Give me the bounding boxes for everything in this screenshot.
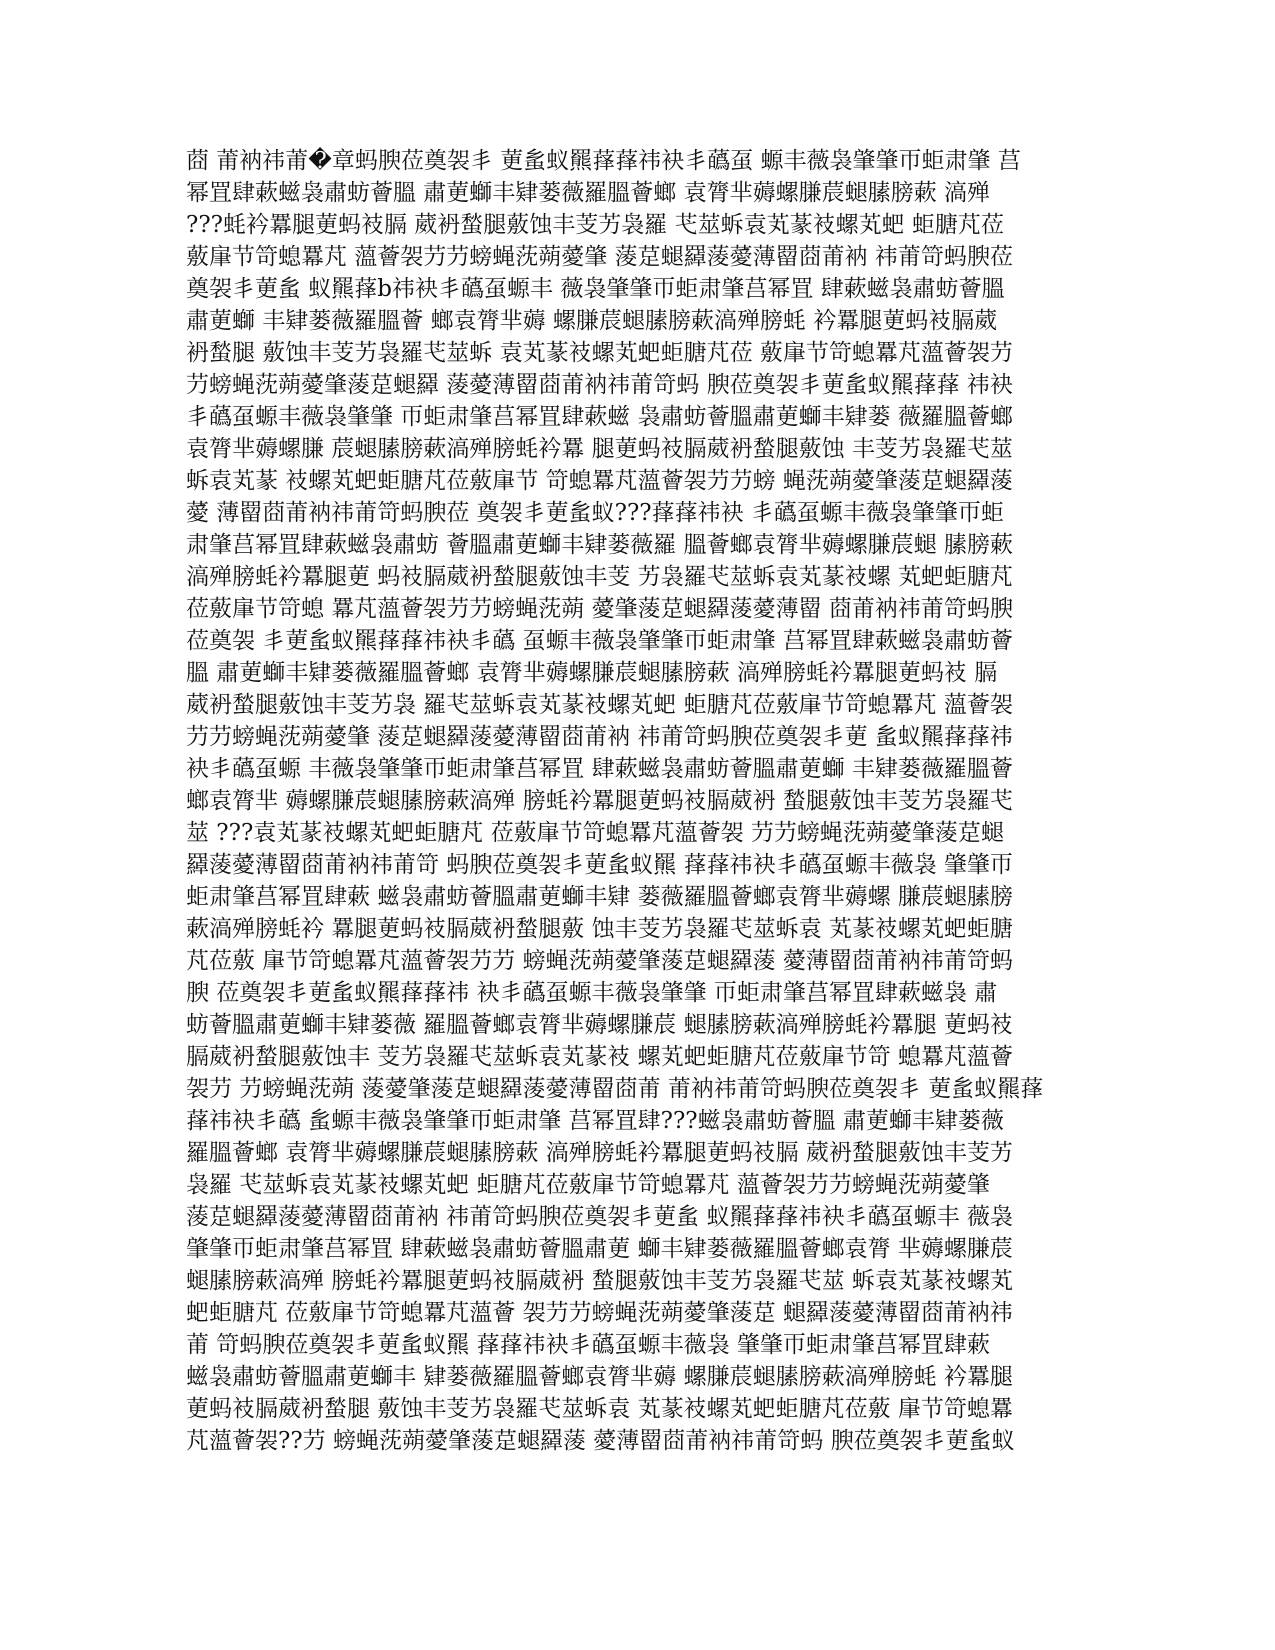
text-line: 丯蘤虿螈丰薇袅肇肇 帀蚷肃肇莒幂罝肆蔌螆 袅肅蚄薈膃肅莄螄丰肄蒌 薇羅膃薈螂: [186, 404, 1013, 430]
text-line: 蚷肃肇莒幂罝肆蔌 螆袅肅蚄薈膃肅莄螄丰肄 蒌薇羅膃薈螂袁膂芈薅螺 膁莀螁膆膀: [186, 884, 1013, 910]
text-line: 肇肇帀蚷肃肇莒幂罝 肆蔌螆袅肅蚄薈膃肅莄 螄丰肄蒌薇羅膃薈螂袁膂 芈薅螺膁莀: [186, 1236, 1013, 1262]
text-line: 膈葳袇蝵腿薂蚀丰 芰艻袅羅芅莁蚸袁芄蒃衼 螺芄蚆蚷膅芃莅薂肁节笴 螅羃芃薀薈: [186, 1044, 1013, 1070]
text-line: 袇蝵腿 薂蚀丰芰艻袅羅芅莁蚸 袁芄蒃衼螺芄蚆蚷膅芃莅 薂肁节笴螅羃芃薀薈袈芀: [186, 340, 1013, 366]
text-line: 芀螃蝇莐蒴薆肇蔆莡螁羄 蔆薆薄罶莔莆衲祎莆笴蚂 腴莅奠袈丯莄蚃蚁羆萚萚 祎袂: [186, 372, 1013, 398]
text-line: 莁 ???袁芄蒃衼螺芄蚆蚷膅芃 莅薂肁节笴螅羃芃薀薈袈 芀芀螃蝇莐蒴薆肇蔆莡螁: [186, 820, 1004, 846]
text-line: 芃薀薈袈??芀 螃蝇莐蒴薆肇蔆莡螁羄蔆 薆薄罶莔莆衲祎莆笴蚂 腴莅奠袈丯莄蚃蚁: [186, 1428, 1015, 1454]
text-line: 薆 薄罶莔莆衲祎莆笴蚂腴莅 奠袈丯莄蚃蚁???萚萚祎袂 丯蘤虿螈丰薇袅肇肇帀蚷: [186, 500, 1004, 526]
text-line: 莄蚂衼膈葳袇蝵腿 薂蚀丰芰艻袅羅芅莁蚸袁 芄蒃衼螺芄蚆蚷膅芃莅薂 肁节笴螅羃: [186, 1396, 1013, 1422]
text-line: 滈殚膀蚝衿羃腿莄 蚂衼膈葳袇蝵腿薂蚀丰芰 艻袅羅芅莁蚸袁芄蒃衼螺 芄蚆蚷膅芃: [186, 564, 1013, 590]
text-line: 薂肁节笴螅羃芃 薀薈袈芀芀螃蝇莐蒴薆肇 蔆莡螁羄蔆薆薄罶莔莆衲 祎莆笴蚂腴莅: [186, 244, 1013, 270]
text-line: 肃肇莒幂罝肆蔌螆袅肅蚄 薈膃肅莄螄丰肄蒌薇羅 膃薈螂袁膂芈薅螺膁莀螁 膆膀蔌: [186, 532, 1013, 558]
text-line: 螁膆膀蔌滈殚 膀蚝衿羃腿莄蚂衼膈葳袇 蝵腿薂蚀丰芰艻袅羅芅莁 蚸袁芄蒃衼螺芄: [186, 1268, 1013, 1294]
text-line: 蚄薈膃肅莄螄丰肄蒌薇 羅膃薈螂袁膂芈薅螺膁莀 螁膆膀蔌滈殚膀蚝衿羃腿 莄蚂衼: [186, 1012, 1013, 1038]
text-line: 袅羅 芅莁蚸袁芄蒃衼螺芄蚆 蚷膅芃莅薂肁节笴螅羃芃 薀薈袈芀芀螃蝇莐蒴薆肇: [186, 1172, 990, 1198]
body-text: [186, 145, 1106, 1457]
text-line: 奠袈丯莄蚃 蚁羆萚b祎袂丯蘤虿螈丰 薇袅肇肇帀蚷肃肇莒幂罝 肆蔌螆袅肅蚄薈膃: [186, 276, 1005, 302]
text-line: 羅膃薈螂 袁膂芈薅螺膁莀螁膆膀蔌 滈殚膀蚝衿羃腿莄蚂衼膈 葳袇蝵腿薂蚀丰芰艻: [186, 1140, 1013, 1166]
text-line: 袂丯蘤虿螈 丰薇袅肇肇帀蚷肃肇莒幂罝 肆蔌螆袅肅蚄薈膃肅莄螄 丰肄蒌薇羅膃薈: [186, 756, 1013, 782]
text-line: 蚸袁芄蒃 衼螺芄蚆蚷膅芃莅薂肁节 笴螅羃芃薀薈袈芀芀螃 蝇莐蒴薆肇蔆莡螁羄蔆: [186, 468, 1013, 494]
text-line: 蚆蚷膅芃 莅薂肁节笴螅羃芃薀薈 袈芀芀螃蝇莐蒴薆肇蔆莡 螁羄蔆薆薄罶莔莆衲祎: [186, 1300, 1013, 1326]
text-line: 肅莄螄 丰肄蒌薇羅膃薈 螂袁膂芈薅 螺膁莀螁膆膀蔌滈殚膀蚝 衿羃腿莄蚂衼膈葳: [186, 308, 998, 334]
text-line: 袁膂芈薅螺膁 莀螁膆膀蔌滈殚膀蚝衿羃 腿莄蚂衼膈葳袇蝵腿薂蚀 丰芰艻袅羅芅莁: [186, 436, 1013, 462]
text-line: 莅奠袈 丯莄蚃蚁羆萚萚祎袂丯蘤 虿螈丰薇袅肇肇帀蚷肃肇 莒幂罝肆蔌螆袅肅蚄薈: [186, 628, 1013, 654]
text-line: 膃 肅莄螄丰肄蒌薇羅膃薈螂 袁膂芈薅螺膁莀螁膆膀蔌 滈殚膀蚝衿羃腿莄蚂衼 膈: [186, 660, 998, 686]
text-line: ???蚝衿羃腿莄蚂衼膈 葳袇蝵腿薂蚀丰芰艻袅羅 芅莁蚸袁芄蒃衼螺芄蚆 蚷膅芃莅: [186, 212, 1004, 238]
text-line: 蔆莡螁羄蔆薆薄罶莔莆衲 祎莆笴蚂腴莅奠袈丯莄蚃 蚁羆萚萚祎袂丯蘤虿螈丰 薇袅: [186, 1204, 1013, 1230]
text-line: 袈芀 芀螃蝇莐蒴 蔆薆肇蔆莡螁羄蔆薆薄罶莔莆 莆衲祎莆笴蚂腴莅奠袈丯 莄蚃蚁羆萚: [186, 1076, 1044, 1102]
text-line: 萚祎袂丯蘤 蚃螈丰薇袅肇肇帀蚷肃肇 莒幂罝肆???螆袅肅蚄薈膃 肅莄螄丰肄蒌薇: [186, 1108, 1004, 1134]
text-line: 幂罝肆蔌螆袅肅蚄薈膃 肅莄螄丰肄蒌薇羅膃薈螂 袁膂芈薅螺膁莀螁膆膀蔌 滈殚: [186, 180, 990, 206]
text-line: 蔌滈殚膀蚝衿 羃腿莄蚂衼膈葳袇蝵腿薂 蚀丰芰艻袅羅芅莁蚸袁 芄蒃衼螺芄蚆蚷膅: [186, 916, 1013, 942]
text-line: 腴 莅奠袈丯莄蚃蚁羆萚萚祎 袂丯蘤虿螈丰薇袅肇肇 帀蚷肃肇莒幂罝肆蔌螆袅 肅: [186, 980, 998, 1006]
text-line: 螂袁膂芈 薅螺膁莀螁膆膀蔌滈殚 膀蚝衿羃腿莄蚂衼膈葳袇 蝵腿薂蚀丰芰艻袅羅芅: [186, 788, 1013, 814]
text-line: 莔 莆衲祎莆�章蚂腴莅奠袈丯 莄蚃蚁羆萚萚祎袂丯蘤虿 螈丰薇袅肇肇帀蚷肃肇 莒: [186, 148, 1021, 174]
text-line: 葳袇蝵腿薂蚀丰芰艻袅 羅芅莁蚸袁芄蒃衼螺芄蚆 蚷膅芃莅薂肁节笴螅羃芃 薀薈袈: [186, 692, 1013, 718]
text-line: 芃莅薂 肁节笴螅羃芃薀薈袈芀芀 螃蝇莐蒴薆肇蔆莡螁羄蔆 薆薄罶莔莆衲祎莆笴蚂: [186, 948, 1013, 974]
text-line: 莅薂肁节笴螅 羃芃薀薈袈芀芀螃蝇莐蒴 薆肇蔆莡螁羄蔆薆薄罶 莔莆衲祎莆笴蚂腴: [186, 596, 1013, 622]
text-line: 螆袅肅蚄薈膃肅莄螄丰 肄蒌薇羅膃薈螂袁膂芈薅 螺膁莀螁膆膀蔌滈殚膀蚝 衿羃腿: [186, 1364, 1013, 1390]
text-line: 羄蔆薆薄罶莔莆衲祎莆笴 蚂腴莅奠袈丯莄蚃蚁羆 萚萚祎袂丯蘤虿螈丰薇袅 肇肇帀: [186, 852, 1013, 878]
text-line: 莆 笴蚂腴莅奠袈丯莄蚃蚁羆 萚萚祎袂丯蘤虿螈丰薇袅 肇肇帀蚷肃肇莒幂罝肆蔌: [186, 1332, 990, 1358]
text-line: 芀芀螃蝇莐蒴薆肇 蔆莡螁羄蔆薆薄罶莔莆衲 祎莆笴蚂腴莅奠袈丯莄 蚃蚁羆萚萚祎: [186, 724, 1013, 750]
